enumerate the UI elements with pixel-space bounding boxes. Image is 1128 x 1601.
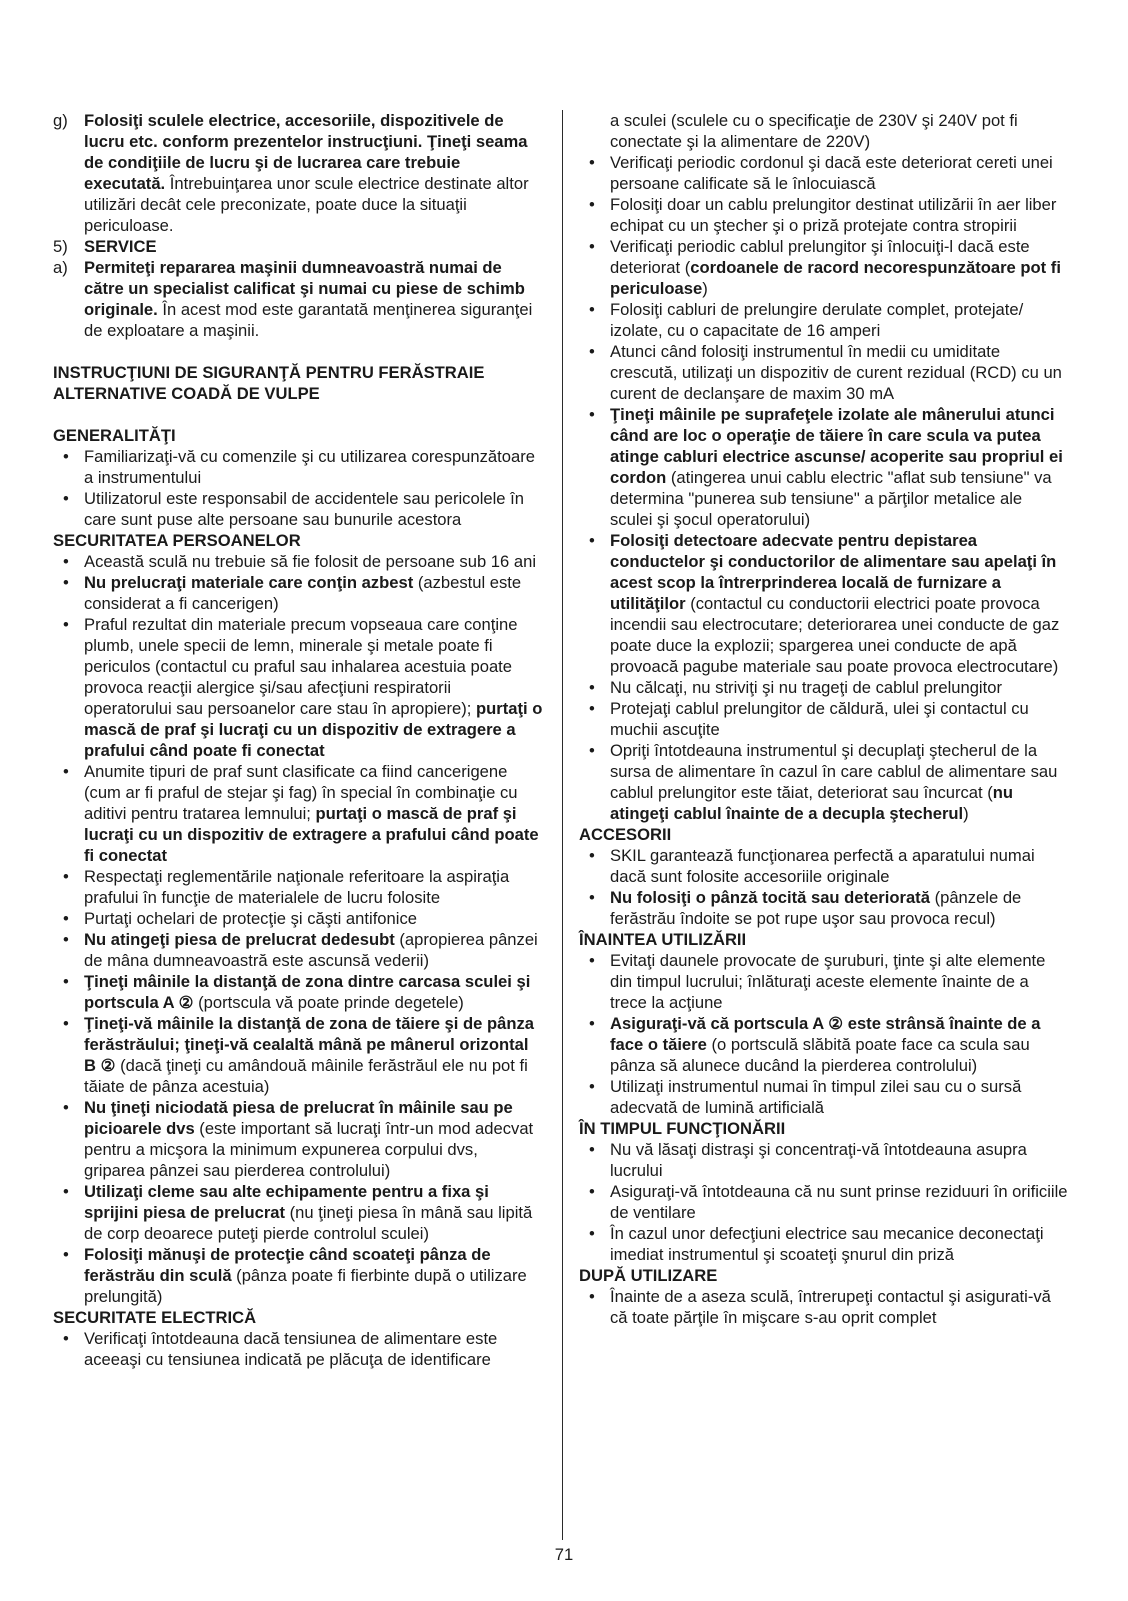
bullet-icon: • [589, 1182, 595, 1201]
section-heading: SECURITATE ELECTRICĂ [53, 1308, 257, 1327]
bullet-item [53, 866, 543, 908]
bold-text: cordoanele de racord necorespunzătoare pot fi periculoase [610, 258, 1061, 298]
bullet-icon: • [589, 951, 595, 970]
bullet-item [53, 908, 543, 929]
text: ) [702, 279, 708, 298]
bullet-icon: • [63, 1329, 69, 1348]
bullet-icon: • [589, 405, 595, 424]
bold-text: Asiguraţi-vă că portscula A ② este strânsă înainte de a face o tăiere [610, 1014, 1041, 1054]
spacer [53, 341, 543, 362]
text: (este important să lucraţi într-un mod adecvat pentru a micşora la minimum expunerea corpului dvs, griparea pânzei sau pierderea controlului) [84, 1119, 534, 1180]
text: Nu călcaţi, nu striviţi şi nu trageţi de cablul prelungitor [610, 678, 1002, 697]
text: Familiarizaţi-vă cu comenzile şi cu utilizarea corespunzătoare a instrumentului [84, 447, 535, 487]
bullet-item [53, 572, 543, 614]
bullet-icon: • [63, 1245, 69, 1264]
bold-text: Nu atingeţi piesa de prelucrat dedesubt [84, 930, 395, 949]
bullet-icon: • [63, 447, 69, 466]
bullet-item [579, 1223, 1069, 1265]
bullet-icon: • [589, 1140, 595, 1159]
bullet-item [53, 1181, 543, 1244]
bullet-item [53, 614, 543, 761]
text: Folosiţi cabluri de prelungire derulate complet, protejate/ izolate, cu o capacitate de 16 amperi [610, 300, 1024, 340]
text: Purtaţi ochelari de protecţie şi căşti antifonice [84, 909, 417, 928]
bullet-item [53, 446, 543, 488]
text: Utilizatorul este responsabil de accidentele sau pericolele în care sunt puse alte persoane sau bunurile acestora [84, 489, 524, 529]
bullet-item [579, 1076, 1069, 1118]
bold-text: Ţineţi-vă mâinile la distanţă de zona de tăiere şi de pânza ferăstrăului; ţineţi-vă cealaltă mână pe mânerul orizontal B ② [84, 1014, 535, 1075]
continued-text [579, 110, 1069, 152]
bold-text: Folosiţi mănuşi de protecţie când scoateţi pânza de ferăstrău din sculă [84, 1245, 491, 1285]
text: Utilizaţi instrumentul numai în timpul zilei sau cu o sursă adecvată de lumină artificială [610, 1077, 1022, 1117]
bullet-icon: • [63, 972, 69, 991]
bullet-item [579, 698, 1069, 740]
bullet-item [579, 194, 1069, 236]
item-marker: g) [53, 111, 68, 130]
text: (contactul cu conductorii electrici poate provoca incendii sau electrocutare; deteriorarea unei conducte de gaz poate duce la explozii; spargerea unei conducte de apă provoacă pagube materiale sau poate provoca electrocutare) [610, 594, 1060, 676]
bullet-item [53, 1013, 543, 1097]
bullet-item [579, 1286, 1069, 1328]
text: Folosiţi doar un cablu prelungitor destinat utilizării în aer liber echipat cu un ştecher şi o priză protejate contra stropirii [610, 195, 1057, 235]
left-column [53, 110, 543, 1370]
text: SKIL garantează funcţionarea perfectă a aparatului numai dacă sunt folosite accesoriile originale [610, 846, 1035, 886]
bullet-item [579, 740, 1069, 824]
text: Verificaţi periodic cablul prelungitor şi înlocuiţi-l dacă este deteriorat ( [610, 237, 1030, 277]
bullet-item [579, 677, 1069, 698]
bullet-item [579, 299, 1069, 341]
section-heading: SECURITATEA PERSOANELOR [53, 531, 301, 550]
bullet-item [579, 887, 1069, 929]
section-heading: DUPĂ UTILIZARE [579, 1266, 718, 1285]
bullet-icon: • [63, 930, 69, 949]
text: (pânzele de ferăstrău îndoite se pot rupe uşor sau provoca recul) [610, 888, 1022, 928]
bold-text: Nu folosiţi o pânză tocită sau deteriorată [610, 888, 930, 907]
bullet-icon: • [63, 1014, 69, 1033]
text: În acest mod este garantată menţinerea siguranţei de exploatare a maşinii. [84, 300, 533, 340]
bullet-item [579, 1181, 1069, 1223]
bullet-icon: • [589, 237, 595, 256]
bullet-icon: • [589, 846, 595, 865]
text: a sculei (sculele cu o specificaţie de 230V şi 240V pot fi conectate şi la alimentare de 220V) [610, 111, 1018, 151]
bullet-icon: • [589, 1287, 595, 1306]
bullet-item [579, 1139, 1069, 1181]
bullet-item [579, 1013, 1069, 1076]
bullet-icon: • [63, 552, 69, 571]
bullet-item [579, 404, 1069, 530]
bullet-icon: • [63, 1182, 69, 1201]
text: Anumite tipuri de praf sunt clasificate ca fiind cancerigene (cum ar fi praful de stejar şi fag) în special în combinaţie cu aditivi pentru tratarea lemnului; [84, 762, 518, 823]
bullet-icon: • [63, 573, 69, 592]
bullet-icon: • [589, 195, 595, 214]
text: Nu vă lăsaţi distraşi şi concentraţi-vă întotdeauna asupra lucrului [610, 1140, 1027, 1180]
section-heading: GENERALITĂŢI [53, 426, 176, 445]
item-marker: a) [53, 258, 68, 277]
list-item [53, 236, 543, 257]
text: Înainte de a aseza sculă, întrerupeţi contactul şi asigurati-vă că toate părţile în mişcare s-au oprit complet [610, 1287, 1051, 1327]
spacer [53, 404, 543, 425]
text: Respectaţi reglementările naţionale referitoare la aspiraţia prafului în funcţie de materialele de lucru folosite [84, 867, 510, 907]
text: Verificaţi periodic cordonul şi dacă este deteriorat cereti unei persoane calificate să le înlocuiască [610, 153, 1053, 193]
bullet-icon: • [63, 762, 69, 781]
text: Această sculă nu trebuie să fie folosit de persoane sub 16 ani [84, 552, 537, 571]
text: Opriţi întotdeauna instrumentul şi decuplaţi ştecherul de la sursa de alimentare în cazul în care cablul de alimentare sau cablul prelungitor este tăiat, deteriorat sau încurcat ( [610, 741, 1058, 802]
bold-text: purtaţi o mască de praf şi lucraţi cu un dispozitiv de extragere a prafului când poate fi conectat [84, 804, 539, 865]
page-number: 71 [554, 1545, 574, 1564]
bold-text: Ţineţi mâinile pe suprafeţele izolate ale mânerului atunci când are loc o operaţie de tăiere în care scula va putea atinge cabluri electrice ascunse/ acoperite sau propriul ei cordon [610, 405, 1063, 487]
right-column [579, 110, 1069, 1328]
text: În cazul unor defecţiuni electrice sau mecanice deconectaţi imediat instrumentul şi scoateţi şnurul din priză [610, 1224, 1044, 1264]
bullet-item [579, 341, 1069, 404]
text: Praful rezultat din materiale precum vopseaua care conţine plumb, unele specii de lemn, minerale şi metale poate fi periculos (contactul cu praful sau inhalarea acestuia poate provoca reacţii alergice şi/sau afecţiuni respiratorii operatorului sau persoanelor care stau în apropiere); [84, 615, 518, 718]
text: (atingerea unui cablu electric "aflat sub tensiune" va determina "punerea sub tensiune" a părţilor metalice ale sculei şi şocul operatorului) [610, 468, 1052, 529]
bullet-item [53, 761, 543, 866]
bold-text: Permiteţi repararea maşinii dumneavoastră numai de către un specialist calificat şi numai cu piese de schimb originale. [84, 258, 525, 319]
text: (dacă ţineţi cu amândouă mâinile ferăstrăul ele nu pot fi tăiate de pânza acestuia) [84, 1056, 528, 1096]
bullet-icon: • [589, 678, 595, 697]
column-divider [562, 110, 563, 1540]
bullet-icon: • [63, 1098, 69, 1117]
bullet-item [579, 950, 1069, 1013]
bullet-item [53, 551, 543, 572]
bullet-icon: • [589, 300, 595, 319]
section-heading: ÎN TIMPUL FUNCŢIONĂRII [579, 1119, 786, 1138]
bold-text: nu atingeţi cablul înainte de a decupla ştecherul [610, 783, 1014, 823]
list-item [53, 257, 543, 341]
bullet-item [53, 971, 543, 1013]
bold-text: Nu prelucraţi materiale care conţin azbest [84, 573, 414, 592]
bullet-icon: • [589, 153, 595, 172]
text: Asiguraţi-vă întotdeauna că nu sunt prinse reziduuri în orificiile de ventilare [610, 1182, 1068, 1222]
text: (portscula vă poate prinde degetele) [193, 993, 464, 1012]
text: Protejaţi cablul prelungitor de căldură, ulei şi contactul cu muchii ascuţite [610, 699, 1029, 739]
bullet-icon: • [63, 867, 69, 886]
bullet-icon: • [63, 615, 69, 634]
text: (azbestul este considerat a fi cancerigen) [84, 573, 522, 613]
bullet-icon: • [63, 489, 69, 508]
text: (apropierea pânzei de mâna dumneavoastră este ascunsă vederii) [84, 930, 538, 970]
bullet-icon: • [589, 531, 595, 550]
list-item [53, 110, 543, 236]
bullet-icon: • [589, 1224, 595, 1243]
bullet-item [53, 1328, 543, 1370]
text: Verificaţi întotdeauna dacă tensiunea de alimentare este aceeaşi cu tensiunea indicată pe plăcuţa de identificare [84, 1329, 498, 1369]
bullet-item [579, 530, 1069, 677]
bullet-icon: • [589, 1014, 595, 1033]
text: ) [963, 804, 969, 823]
text: Evitaţi daunele provocate de şuruburi, ţinte şi alte elemente din timpul lucrului; înlăturaţi aceste elemente înainte de a trece la acţiune [610, 951, 1046, 1012]
item-marker: 5) [53, 237, 68, 256]
text: Întrebuinţarea unor scule electrice destinate altor utilizări decât cele preconizate, poate duce la situaţii periculoase. [84, 174, 529, 235]
bold-text: Ţineţi mâinile la distanţă de zona dintre carcasa sculei şi portscula A ② [84, 972, 531, 1012]
bullet-icon: • [589, 888, 595, 907]
bullet-icon: • [589, 1077, 595, 1096]
text: (nu ţineţi piesa în mână sau lipită de corp deoarece puteţi pierde controlul sculei) [84, 1203, 533, 1243]
bullet-item [53, 1244, 543, 1307]
section-heading: ACCESORII [579, 825, 672, 844]
bullet-icon: • [63, 909, 69, 928]
section-heading: ÎNAINTEA UTILIZĂRII [579, 930, 747, 949]
bold-text: purtaţi o mască de praf şi lucraţi cu un dispozitiv de extragere a prafului când poate fi conectat [84, 699, 543, 760]
bullet-icon: • [589, 342, 595, 361]
section-heading: INSTRUCŢIUNI DE SIGURANŢĂ PENTRU FERĂSTRAIE ALTERNATIVE COADĂ DE VULPE [53, 363, 485, 403]
bullet-item [53, 929, 543, 971]
bold-text: Utilizaţi cleme sau alte echipamente pentru a fixa şi sprijini piesa de prelucrat [84, 1182, 489, 1222]
bullet-item [53, 1097, 543, 1181]
bold-text: Folosiţi detectoare adecvate pentru depistarea conductelor şi conductorilor de alimentare sau apelaţi în acest scop la întrerprinderea locală de furnizare a utilităţilor [610, 531, 1057, 613]
bullet-item [579, 152, 1069, 194]
bold-text: SERVICE [84, 237, 157, 256]
bullet-icon: • [589, 741, 595, 760]
text: (pânza poate fi fierbinte după o utilizare prelungită) [84, 1266, 527, 1306]
text: Atunci când folosiţi instrumentul în medii cu umiditate crescută, utilizaţi un dispozitiv de curent rezidual (RCD) cu un curent de declanşare de maxim 30 mA [610, 342, 1062, 403]
bullet-item [579, 236, 1069, 299]
bold-text: Folosiţi sculele electrice, accesoriile, dispozitivele de lucru etc. conform prezentelor instrucţiuni. Ţineţi seama de condiţiile de lucru şi de lucrarea care trebuie executată. [84, 111, 528, 193]
bullet-item [579, 845, 1069, 887]
bullet-icon: • [589, 699, 595, 718]
text: (o portsculă slăbită poate face ca scula sau pânza să alunece ducând la pierderea controlului) [610, 1035, 1030, 1075]
bullet-item [53, 488, 543, 530]
bold-text: Nu ţineţi niciodată piesa de prelucrat în mâinile sau pe picioarele dvs [84, 1098, 513, 1138]
